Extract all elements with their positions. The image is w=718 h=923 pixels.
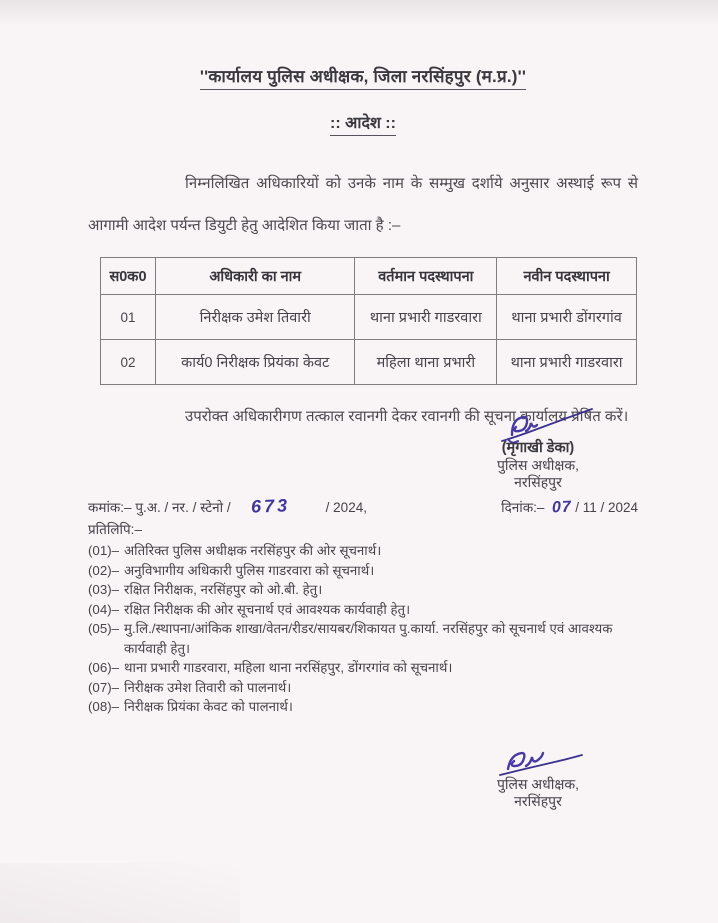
copy-item-text: अनुविभागीय अधिकारी पुलिस गाडरवारा को सूचनार्थ। bbox=[124, 562, 375, 578]
transfer-table bbox=[100, 257, 637, 385]
copy-item-text: रक्षित निरीक्षक की ओर सूचनार्थ एवं आवश्यक कार्यवाही हेतु। bbox=[124, 601, 411, 617]
copy-item bbox=[88, 580, 638, 600]
cell-officer-name: कार्य0 निरीक्षक प्रियंका केवट bbox=[155, 340, 355, 385]
intro-paragraph: निम्नलिखित अधिकारियों को उनके नाम के सम्मुख दर्शाये अनुसार अस्थाई रूप से आगामी आदेश पर्यन्त डियुटी हेतु आदेशित किया जाता है :– bbox=[88, 175, 638, 234]
copy-item-number: (06)– bbox=[88, 660, 120, 675]
copy-item-text: निरीक्षक प्रियंका केवट को पालनार्थ। bbox=[124, 699, 293, 714]
cell-new-posting: थाना प्रभारी डोंगरगांव bbox=[497, 295, 637, 340]
office-title-text: ''कार्यालय पुलिस अधीक्षक, जिला नरसिंहपुर (म.प्र.)'' bbox=[200, 67, 526, 90]
signature-block-bottom bbox=[438, 743, 638, 810]
copy-item-number: (05)– bbox=[88, 621, 120, 636]
copy-item bbox=[88, 678, 638, 698]
copy-item-number: (08)– bbox=[88, 699, 120, 714]
table-row bbox=[101, 295, 637, 340]
handwritten-date-day: 07 bbox=[552, 498, 573, 517]
copies-heading: प्रतिलिपि:– bbox=[88, 522, 142, 537]
reference-label: कमांक:– पु.अ. / नर. / स्टेनो / bbox=[88, 500, 231, 515]
copy-item bbox=[88, 561, 638, 581]
copy-item-text: रक्षित निरीक्षक, नरसिंहपुर को ओ.बी. हेतु। bbox=[124, 582, 323, 597]
date-label: दिनांक:– bbox=[501, 500, 545, 515]
cell-new-posting: थाना प्रभारी गाडरवारा bbox=[497, 340, 637, 385]
table-row bbox=[101, 340, 637, 385]
signature-block-top bbox=[438, 405, 638, 491]
copies-list bbox=[88, 541, 638, 717]
copy-item bbox=[88, 541, 638, 561]
reference-suffix: / 2024, bbox=[325, 500, 367, 515]
copy-item-number: (07)– bbox=[88, 679, 120, 695]
officer-place: नरसिंहपुर bbox=[514, 474, 562, 490]
officer-designation: पुलिस अधीक्षक, bbox=[496, 775, 580, 792]
reference-line bbox=[88, 496, 638, 517]
officer-name: (मृगाखी डेका) bbox=[501, 440, 575, 456]
copy-item-text: मु.लि./स्थापना/आंकिक शाखा/वेतन/रीडर/सायबर/शिकायत पु.कार्या. नरसिंहपुर को सूचनार्थ एवं आवश्यक कार्यवाही हेतु। bbox=[124, 621, 613, 656]
header-serial: स0क0 bbox=[101, 258, 156, 295]
copy-item bbox=[88, 619, 638, 658]
table-header-row bbox=[101, 258, 637, 295]
copy-item bbox=[88, 658, 638, 678]
header-officer-name: अधिकारी का नाम bbox=[155, 258, 355, 295]
copy-item-number: (02)– bbox=[88, 562, 120, 578]
handwritten-reference-number: 673 bbox=[250, 495, 290, 517]
officer-designation: पुलिस अधीक्षक, bbox=[496, 457, 580, 473]
cell-officer-name: निरीक्षक उमेश तिवारी bbox=[155, 295, 355, 340]
copy-item-number: (03)– bbox=[88, 582, 120, 597]
copy-item-text: थाना प्रभारी गाडरवारा, महिला थाना नरसिंहपुर, डोंगरगांव को सूचनार्थ। bbox=[124, 660, 453, 675]
copy-item bbox=[88, 697, 638, 717]
header-new-posting: नवीन पदस्थापना bbox=[497, 258, 637, 295]
scan-artifact-top bbox=[0, 0, 718, 26]
closing-paragraph: उपरोक्त अधिकारीगण तत्काल रवानगी देकर रवानगी की सूचना कार्यालय प्रेषित करें। bbox=[185, 408, 629, 425]
officer-place: नरसिंहपुर bbox=[514, 792, 562, 809]
copy-item-text: निरीक्षक उमेश तिवारी को पालनार्थ। bbox=[124, 679, 292, 695]
copy-item-text: अतिरिक्त पुलिस अधीक्षक नरसिंहपुर की ओर सूचनार्थ। bbox=[124, 543, 382, 558]
copy-item-number: (04)– bbox=[88, 601, 120, 617]
copy-item bbox=[88, 600, 638, 620]
cell-serial: 01 bbox=[101, 295, 156, 340]
date-rest: / 11 / 2024 bbox=[575, 500, 638, 515]
cell-current-posting: महिला थाना प्रभारी bbox=[355, 340, 497, 385]
cell-serial: 02 bbox=[101, 340, 156, 385]
order-heading bbox=[88, 111, 638, 133]
office-title bbox=[88, 64, 638, 87]
order-heading-text: :: आदेश :: bbox=[330, 115, 396, 136]
cell-current-posting: थाना प्रभारी गाडरवारा bbox=[355, 295, 497, 340]
copy-item-number: (01)– bbox=[88, 543, 120, 558]
header-current-posting: वर्तमान पदस्थापना bbox=[355, 258, 497, 295]
scan-artifact-bottom bbox=[0, 863, 240, 923]
